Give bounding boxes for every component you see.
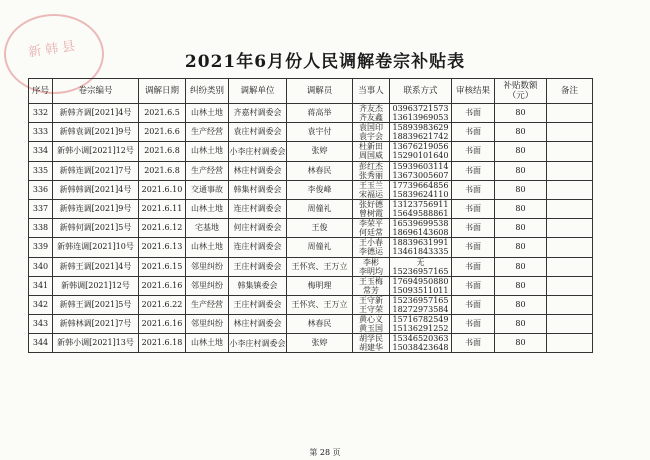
parties: 李彬 李明均 [353,257,390,276]
review-result: 书面 [452,142,495,161]
parties: 王小春 李德运 [353,238,390,257]
remarks [547,334,593,353]
remarks [547,123,593,142]
dispute-category: 邻里纠纷 [186,257,229,276]
review-result: 书面 [452,161,495,180]
remarks [547,219,593,238]
dispute-category: 山林土地 [186,334,229,353]
table-row [29,295,593,314]
column-header: 调解日期 [139,79,186,104]
table-row [29,123,593,142]
row-number: 341 [29,276,53,295]
contact-info: 15236957165 18272973584 [390,295,452,314]
dispute-category: 生产经营 [186,161,229,180]
column-header: 序号 [29,79,53,104]
row-number: 339 [29,238,53,257]
dispute-category: 邻里纠纷 [186,315,229,334]
subsidy-amount: 80 [495,219,547,238]
contact-info: 17739664856 15839624110 [390,180,452,199]
mediator: 张婷 [287,334,353,353]
mediation-unit: 韩集镇委会 [229,276,287,295]
column-header: 备注 [547,79,593,104]
subsidy-amount: 80 [495,257,547,276]
subsidy-table [28,78,593,353]
mediation-unit: 王庄村调委会 [229,257,287,276]
remarks [547,257,593,276]
file-number: 新韩齐调[2021]4号 [53,104,139,123]
mediation-date: 2021.6.5 [139,104,186,123]
mediation-unit: 林庄村调委会 [229,315,287,334]
file-number: 新韩袁调[2021]9号 [53,123,139,142]
file-number: 新韩王调[2021]5号 [53,295,139,314]
mediation-unit: 小李庄村调委会 [229,142,287,161]
row-number: 333 [29,123,53,142]
header-row [29,79,593,104]
subsidy-amount: 80 [495,180,547,199]
mediation-date: 2021.6.8 [139,142,186,161]
dispute-category: 山林土地 [186,199,229,218]
review-result: 书面 [452,257,495,276]
column-header: 审核结果 [452,79,495,104]
subsidy-amount: 80 [495,315,547,334]
review-result: 书面 [452,238,495,257]
mediator: 蒋高举 [287,104,353,123]
mediation-date: 2021.6.6 [139,123,186,142]
remarks [547,199,593,218]
subsidy-amount: 80 [495,238,547,257]
file-number: 新韩连调[2021]10号 [53,238,139,257]
file-number: 新韩何调[2021]5号 [53,219,139,238]
column-header: 补贴数额（元） [495,79,547,104]
table-row [29,315,593,334]
mediation-date: 2021.6.11 [139,199,186,218]
contact-info: 18839631991 13461843335 [390,238,452,257]
mediation-date: 2021.6.18 [139,334,186,353]
file-number: 新韩小调[2021]12号 [53,142,139,161]
dispute-category: 宅基地 [186,219,229,238]
mediator: 张婷 [287,142,353,161]
mediation-date: 2021.6.10 [139,180,186,199]
file-number: 新韩韩调[2021]4号 [53,180,139,199]
parties: 杜新田 周国威 [353,142,390,161]
file-number: 新韩王调[2021]4号 [53,257,139,276]
row-number: 338 [29,219,53,238]
remarks [547,238,593,257]
remarks [547,180,593,199]
table-body [29,104,593,353]
mediation-date: 2021.6.16 [139,315,186,334]
mediator: 林春民 [287,161,353,180]
column-header: 纠纷类别 [186,79,229,104]
mediation-date: 2021.6.15 [139,257,186,276]
review-result: 书面 [452,276,495,295]
mediation-unit: 连庄村调委会 [229,199,287,218]
row-number: 334 [29,142,53,161]
review-result: 书面 [452,315,495,334]
mediator: 周僮礼 [287,238,353,257]
column-header: 联系方式 [390,79,452,104]
mediation-date: 2021.6.22 [139,295,186,314]
remarks [547,142,593,161]
row-number: 344 [29,334,53,353]
table-row [29,104,593,123]
contact-info: 15346520363 15038423648 [390,334,452,353]
review-result: 书面 [452,123,495,142]
page-title: 2021年6月份人民调解卷宗补贴表 [184,52,466,72]
parties: 胡学民 胡建华 [353,334,390,353]
mediator: 王怀宾、王万立 [287,257,353,276]
remarks [547,315,593,334]
parties: 王守新 王守荣 [353,295,390,314]
column-header: 调解员 [287,79,353,104]
contact-info: 15716782549 15136291252 [390,315,452,334]
page-number: 第 28 页 [309,448,341,457]
subsidy-amount: 80 [495,199,547,218]
dispute-category: 生产经营 [186,295,229,314]
mediation-unit: 林庄村调委会 [229,161,287,180]
mediation-unit: 王庄村调委会 [229,295,287,314]
subsidy-amount: 80 [495,334,547,353]
table-row [29,142,593,161]
parties: 王玉梅 常芳 [353,276,390,295]
review-result: 书面 [452,104,495,123]
remarks [547,276,593,295]
review-result: 书面 [452,219,495,238]
dispute-category: 生产经营 [186,123,229,142]
row-number: 340 [29,257,53,276]
contact-info: 03963721573 13613969053 [390,104,452,123]
subsidy-amount: 80 [495,295,547,314]
parties: 李荣平 何廷常 [353,219,390,238]
file-number: 新韩调[2021]12号 [53,276,139,295]
mediator: 王怀宾、王万立 [287,295,353,314]
dispute-category: 交通事故 [186,180,229,199]
column-header: 调解单位 [229,79,287,104]
subsidy-amount: 80 [495,142,547,161]
row-number: 335 [29,161,53,180]
table-row [29,161,593,180]
remarks [547,161,593,180]
dispute-category: 山林土地 [186,104,229,123]
mediator: 李俊峰 [287,180,353,199]
remarks [547,104,593,123]
contact-info: 15939603114 13673005607 [390,161,452,180]
file-number: 新韩林调[2021]7号 [53,315,139,334]
row-number: 343 [29,315,53,334]
seal-text: 新韩县 [27,38,81,61]
mediator: 王俊 [287,219,353,238]
contact-info: 15893983629 18839621742 [390,123,452,142]
table-row [29,199,593,218]
mediator: 周僮礼 [287,199,353,218]
row-number: 336 [29,180,53,199]
row-number: 337 [29,199,53,218]
table-row [29,257,593,276]
parties: 张好德 曾树霞 [353,199,390,218]
review-result: 书面 [452,334,495,353]
subsidy-amount: 80 [495,161,547,180]
table-row [29,238,593,257]
mediation-unit: 袁庄村调委会 [229,123,287,142]
contact-info: 13123756911 15649588861 [390,199,452,218]
table-row [29,334,593,353]
column-header: 卷宗编号 [53,79,139,104]
file-number: 新韩连调[2021]9号 [53,199,139,218]
remarks [547,295,593,314]
mediation-date: 2021.6.12 [139,219,186,238]
file-number: 新韩连调[2021]7号 [53,161,139,180]
dispute-category: 山林土地 [186,238,229,257]
contact-info: 16539699538 18696143608 [390,219,452,238]
review-result: 书面 [452,295,495,314]
subsidy-amount: 80 [495,123,547,142]
parties: 袁国印 袁宇会 [353,123,390,142]
parties: 王玉兰 宋福运 [353,180,390,199]
table-row [29,180,593,199]
mediation-unit: 齐嘉村调委会 [229,104,287,123]
contact-info: 13676219056 15290101640 [390,142,452,161]
review-result: 书面 [452,199,495,218]
dispute-category: 山林土地 [186,142,229,161]
column-header: 当事人 [353,79,390,104]
mediation-unit: 何庄村调委会 [229,219,287,238]
mediation-date: 2021.6.8 [139,161,186,180]
parties: 齐友杰 齐友鑫 [353,104,390,123]
row-number: 342 [29,295,53,314]
contact-info: 无 15236957165 [390,257,452,276]
dispute-category: 邻里纠纷 [186,276,229,295]
row-number: 332 [29,104,53,123]
parties: 彭红杰 张秀丽 [353,161,390,180]
parties: 黄心义 黄玉国 [353,315,390,334]
mediation-unit: 连庄村调委会 [229,238,287,257]
mediator: 袁宇付 [287,123,353,142]
table-row [29,219,593,238]
mediator: 梅明理 [287,276,353,295]
subsidy-amount: 80 [495,276,547,295]
mediation-unit: 韩集村调委会 [229,180,287,199]
file-number: 新韩小调[2021]13号 [53,334,139,353]
table-row [29,276,593,295]
mediation-date: 2021.6.16 [139,276,186,295]
contact-info: 17694950880 15093511011 [390,276,452,295]
mediation-unit: 小李庄村调委会 [229,334,287,353]
mediation-date: 2021.6.13 [139,238,186,257]
mediator: 林春民 [287,315,353,334]
subsidy-amount: 80 [495,104,547,123]
review-result: 书面 [452,180,495,199]
